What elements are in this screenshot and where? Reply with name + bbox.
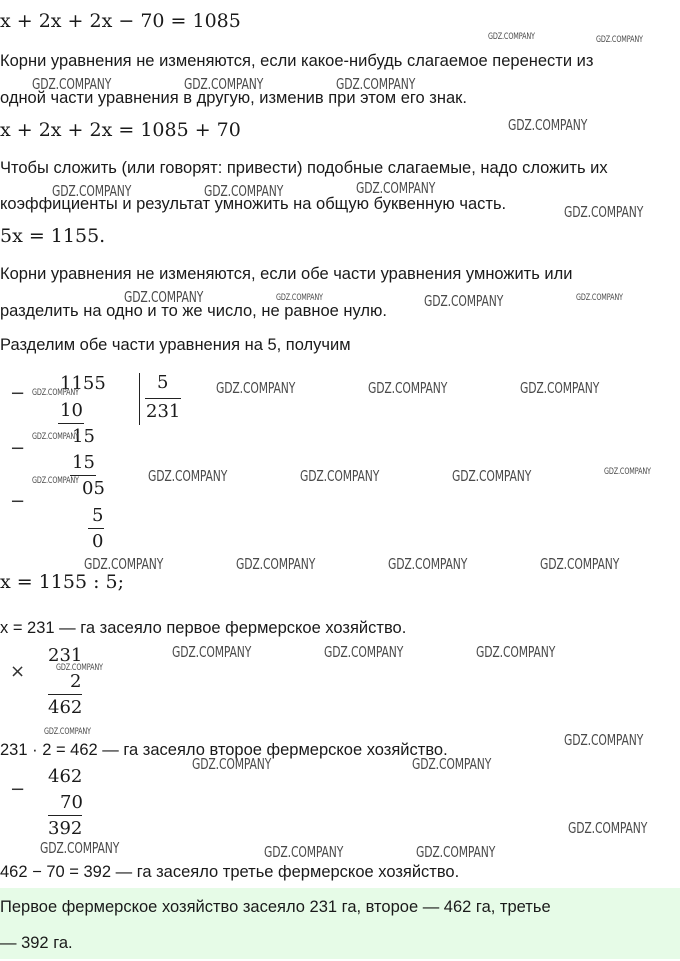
- watermark: GDZ.COMPANY: [356, 179, 436, 197]
- division-step-subtract-3: 5: [92, 505, 104, 526]
- watermark: GDZ.COMPANY: [568, 819, 648, 837]
- equation-2: x + 2x + 2x = 1085 + 70: [0, 119, 241, 141]
- subtraction-sign: −: [10, 779, 26, 800]
- watermark: GDZ.COMPANY: [576, 293, 623, 303]
- division-divisor: 5: [157, 372, 169, 393]
- watermark: GDZ.COMPANY: [32, 476, 79, 486]
- watermark: GDZ.COMPANY: [84, 555, 164, 573]
- watermark: GDZ.COMPANY: [204, 182, 284, 200]
- watermark: GDZ.COMPANY: [488, 32, 535, 42]
- multiplication-operand-2: 2: [70, 671, 82, 692]
- watermark: GDZ.COMPANY: [264, 843, 344, 861]
- watermark: GDZ.COMPANY: [300, 467, 380, 485]
- watermark: GDZ.COMPANY: [216, 379, 296, 397]
- equation-3: 5x = 1155.: [0, 225, 106, 247]
- watermark: GDZ.COMPANY: [32, 75, 112, 93]
- equation-1: [0, 10, 241, 32]
- watermark: GDZ.COMPANY: [424, 292, 504, 310]
- watermark: GDZ.COMPANY: [40, 839, 120, 857]
- subtraction-rule: [48, 815, 82, 816]
- division-step-subtract-2: 15: [72, 452, 95, 473]
- watermark: GDZ.COMPANY: [596, 35, 643, 45]
- watermark: GDZ.COMPANY: [32, 432, 79, 442]
- watermark: GDZ.COMPANY: [52, 182, 132, 200]
- rule-2-line-1: Чтобы сложить (или говорят: привести) подобные слагаемые, надо сложить их: [0, 159, 608, 177]
- watermark: GDZ.COMPANY: [148, 467, 228, 485]
- division-step-remainder-2: 05: [82, 478, 105, 499]
- watermark: GDZ.COMPANY: [32, 388, 79, 398]
- rule-3-line-1: Корни уравнения не изменяются, если обе части уравнения умножить или: [0, 265, 573, 283]
- watermark: GDZ.COMPANY: [324, 643, 404, 661]
- subtraction-difference: 392: [48, 818, 83, 839]
- divide-intro: Разделим обе части уравнения на 5, получим: [0, 336, 351, 354]
- watermark: GDZ.COMPANY: [184, 75, 264, 93]
- division-bracket-vertical: [139, 373, 140, 425]
- result-2: 231 · 2 = 462 — га засеяло второе фермерское хозяйство.: [0, 741, 448, 759]
- answer-line-1: Первое фермерское хозяйство засеяло 231 га, второе — 462 га, третье: [0, 898, 551, 916]
- watermark: GDZ.COMPANY: [520, 379, 600, 397]
- result-1: x = 231 — га засеяло первое фермерское хозяйство.: [0, 619, 407, 637]
- division-minus-2: −: [10, 438, 26, 459]
- watermark: GDZ.COMPANY: [452, 467, 532, 485]
- division-quotient: 231: [146, 401, 181, 422]
- watermark: GDZ.COMPANY: [604, 467, 651, 477]
- rule-1-line-2: одной части уравнения в другую, изменив при этом его знак.: [0, 89, 467, 107]
- rule-2-line-2: коэффициенты и результат умножить на общую буквенную часть.: [0, 195, 507, 213]
- watermark: GDZ.COMPANY: [476, 643, 556, 661]
- division-minus-1: −: [10, 383, 26, 404]
- multiplication-product: 462: [48, 697, 83, 718]
- division-dividend: 1155: [60, 373, 106, 394]
- watermark: GDZ.COMPANY: [388, 555, 468, 573]
- watermark: GDZ.COMPANY: [564, 203, 644, 221]
- watermark: GDZ.COMPANY: [124, 288, 204, 306]
- division-step-remainder-1: 15: [72, 426, 95, 447]
- watermark: GDZ.COMPANY: [56, 663, 103, 673]
- watermark: GDZ.COMPANY: [236, 555, 316, 573]
- division-rule-3: [88, 528, 104, 529]
- watermark: GDZ.COMPANY: [540, 555, 620, 573]
- division-rule-1: [58, 423, 84, 424]
- multiplication-operand-1: 231: [48, 645, 83, 666]
- division-step-subtract-1: 10: [60, 400, 83, 421]
- watermark: GDZ.COMPANY: [416, 843, 496, 861]
- multiplication-rule: [48, 694, 82, 695]
- watermark: GDZ.COMPANY: [508, 116, 588, 134]
- equation-1-text: x + 2x + 2x − 70 = 1085: [0, 10, 241, 32]
- watermark: GDZ.COMPANY: [276, 293, 323, 303]
- equation-4: x = 1155 : 5;: [0, 571, 125, 593]
- watermark: GDZ.COMPANY: [412, 755, 492, 773]
- rule-3-line-2: разделить на одно и то же число, не равное нулю.: [0, 302, 387, 320]
- division-minus-3: −: [10, 491, 26, 512]
- division-remainder-final: 0: [92, 531, 104, 552]
- multiplication-sign: ×: [10, 661, 26, 682]
- watermark: GDZ.COMPANY: [172, 643, 252, 661]
- subtraction-subtrahend: 70: [60, 792, 83, 813]
- watermark: GDZ.COMPANY: [564, 731, 644, 749]
- watermark: GDZ.COMPANY: [368, 379, 448, 397]
- answer-line-2: — 392 га.: [0, 934, 73, 952]
- division-bracket-horizontal: [145, 398, 181, 399]
- watermark: GDZ.COMPANY: [192, 755, 272, 773]
- result-3: 462 − 70 = 392 — га засеяло третье фермерское хозяйство.: [0, 863, 460, 881]
- watermark: GDZ.COMPANY: [336, 75, 416, 93]
- rule-1-line-1: Корни уравнения не изменяются, если какое-нибудь слагаемое перенести из: [0, 52, 594, 70]
- subtraction-minuend: 462: [48, 766, 83, 787]
- watermark: GDZ.COMPANY: [44, 727, 91, 737]
